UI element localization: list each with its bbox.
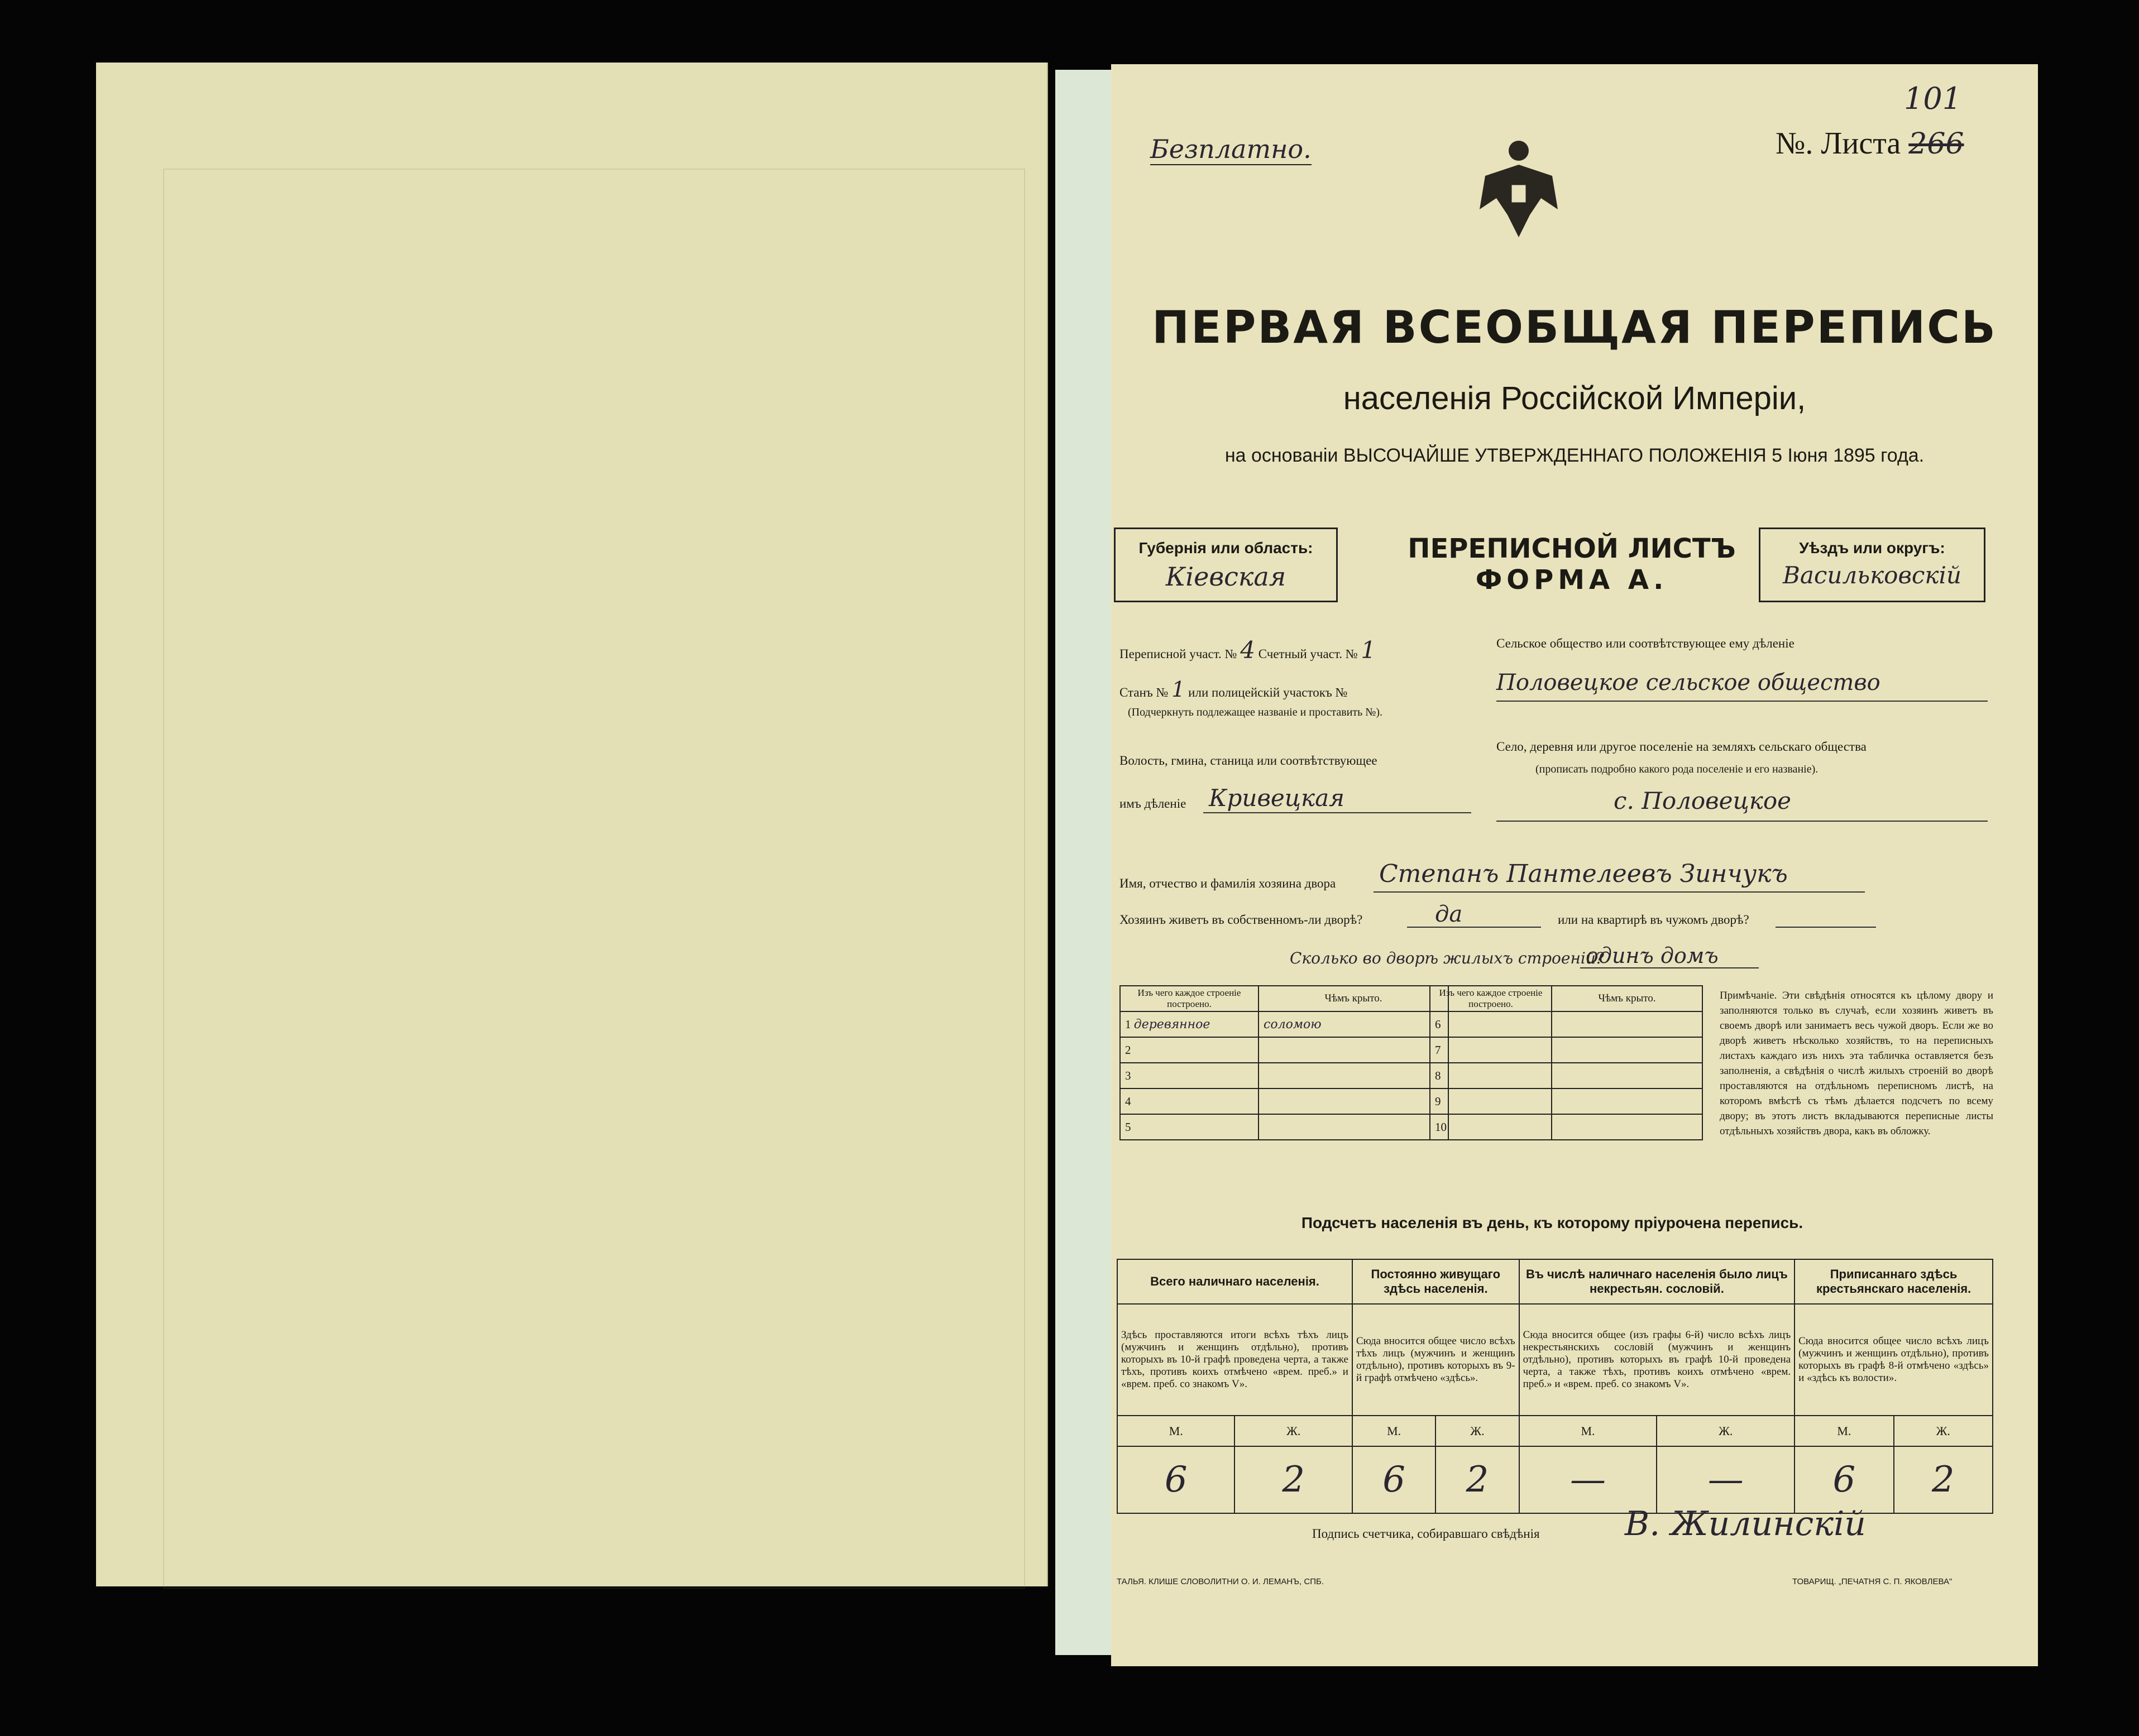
other-yard-label: или на квартирѣ въ чужомъ дворѣ? [1558, 913, 1749, 927]
owner-label: Имя, отчество и фамилія хозяина двора [1119, 876, 1336, 890]
non-peasant-male-count: — [1519, 1446, 1657, 1513]
col-head-non-peasant: Въ числѣ наличнаго населенія было лицъ некрестьян. сословій. [1519, 1259, 1795, 1304]
permanent-female-count: 2 [1435, 1446, 1519, 1513]
structures-col-roof-2: Чѣмъ крыто. [1552, 986, 1702, 1011]
subtitle: населенія Россійской Имперіи, [1343, 380, 1806, 416]
structure-row: 1 деревянное соломою [1120, 1011, 1448, 1037]
structure-row: 2 [1120, 1037, 1448, 1063]
structure-row: 10 [1430, 1114, 1702, 1140]
society-value: Половецкое сельское общество [1496, 670, 1880, 696]
left-page-blank [96, 63, 1048, 1586]
structure-row: 7 [1430, 1037, 1702, 1063]
other-yard-line [1776, 927, 1876, 928]
stan-value: 1 [1171, 677, 1185, 702]
structure-row: 8 [1430, 1063, 1702, 1088]
main-title: ПЕРВАЯ ВСЕОБЩАЯ ПЕРЕПИСЬ [1152, 301, 1997, 353]
buildings-label: Сколько во дворѣ жилыхъ строеній? [1290, 949, 1604, 967]
bleed-through-grid [163, 169, 1025, 1589]
signature-label: Подпись счетчика, собиравшаго свѣдѣнія [1312, 1527, 1540, 1541]
m-label: М. [1117, 1416, 1234, 1446]
permanent-male-count: 6 [1352, 1446, 1435, 1513]
f-label: Ж. [1894, 1416, 1993, 1446]
count-area-label: Счетный участ. № [1258, 647, 1358, 661]
form-subtitle: ФОРМА А. [1475, 564, 1668, 596]
district-label: Уѣздъ или округъ: [1799, 539, 1945, 557]
legal-basis: на основаніи ВЫСОЧАЙШЕ УТВЕРЖДЕННАГО ПОЛОЖЕНІЯ 5 Іюня 1895 года. [1224, 445, 1925, 466]
stan-label: Станъ № [1119, 685, 1169, 699]
district-box [1759, 527, 1985, 602]
col-desc-registered: Сюда вносится общее число всѣхъ лицъ (мужчинъ и женщинъ отдѣльно), противъ которыхъ въ графѣ 8-й отмѣчено «здѣсь» и «здѣсь къ волости». [1795, 1304, 1993, 1416]
census-area-label: Переписной участ. № [1119, 647, 1237, 661]
buildings-value: одинъ домъ [1586, 943, 1719, 968]
registered-male-count: 6 [1795, 1446, 1893, 1513]
present-female-count: 2 [1234, 1446, 1352, 1513]
society-line [1496, 701, 1988, 702]
m-label: М. [1795, 1416, 1893, 1446]
stan-field [1119, 677, 1347, 702]
form-title: ПЕРЕПИСНОЙ ЛИСТЪ [1408, 533, 1736, 564]
population-count-title: Подсчетъ населенія въ день, къ которому пріурочена перепись. [1301, 1214, 1803, 1231]
structures-col-roof: Чѣмъ крыто. [1258, 986, 1448, 1011]
sheet-number-label: №. Листа [1776, 126, 1901, 161]
census-area-field [1119, 636, 1376, 664]
col-desc-present: Здѣсь проставляются итоги всѣхъ тѣхъ лицъ (мужчинъ и женщинъ отдѣльно), противъ которыхъ въ 10-й графѣ проведена черта, а также тѣхъ, противъ коихъ отмѣчено «врем. преб.» и «врем. преб. со знакомъ V». [1117, 1304, 1352, 1416]
society-label: Сельское общество или соотвѣтствующее ему дѣленіе [1496, 636, 1795, 650]
col-head-present: Всего наличнаго населенія. [1117, 1259, 1352, 1304]
own-yard-label: Хозяинъ живетъ въ собственномъ-ли дворѣ? [1119, 913, 1363, 927]
structures-table-right [1429, 985, 1703, 1140]
district-value: Васильковскій [1783, 562, 1961, 589]
structure-row: 9 [1430, 1088, 1702, 1114]
province-value: Кіевская [1165, 562, 1286, 592]
own-yard-value: да [1435, 901, 1463, 927]
own-yard-line [1407, 927, 1541, 928]
double-headed-eagle-emblem [1474, 131, 1563, 243]
volost-label-1: Волость, гмина, станица или соотвѣтствующее [1119, 754, 1377, 768]
structure-row: 3 [1120, 1063, 1448, 1088]
underline-note: (Подчеркнуть подлежащее названіе и проставить №). [1128, 706, 1382, 718]
village-line [1496, 821, 1988, 822]
f-label: Ж. [1657, 1416, 1795, 1446]
province-box [1114, 527, 1338, 602]
police-label: или полицейскій участокъ № [1188, 685, 1348, 699]
sheet-number-new: 101 [1904, 81, 1962, 116]
f-label: Ж. [1234, 1416, 1352, 1446]
structures-col-material: Изъ чего каждое строеніе построено. [1120, 986, 1258, 1011]
printer-right: ТОВАРИЩ. „ПЕЧАТНЯ С. П. ЯКОВЛЕВА" [1792, 1577, 1953, 1586]
structure-roof: соломою [1258, 1011, 1448, 1037]
volost-value: Кривецкая [1209, 784, 1344, 812]
col-desc-non-peasant: Сюда вносится общее (изъ графы 6-й) число всѣхъ лицъ некрестьянскихъ сословій (мужчинъ и женщинъ отдѣльно), противъ которыхъ въ графѣ 10-й проведена черта, а также тѣхъ, противъ коихъ отмѣчено «врем. преб.» и «врем. преб. со знакомъ V». [1519, 1304, 1795, 1416]
non-peasant-female-count: — [1657, 1446, 1795, 1513]
population-count-table [1117, 1259, 1993, 1514]
m-label: М. [1519, 1416, 1657, 1446]
province-label: Губернія или область: [1138, 539, 1313, 557]
col-head-registered: Приписаннаго здѣсь крестьянскаго населенія. [1795, 1259, 1993, 1304]
census-area-value: 4 [1240, 636, 1255, 664]
village-note: (прописать подробно какого рода поселеніе и его названіе). [1535, 763, 1819, 775]
structures-table-left [1119, 985, 1449, 1140]
owner-line [1374, 891, 1865, 893]
m-label: М. [1352, 1416, 1435, 1446]
col-desc-permanent: Сюда вносится общее число всѣхъ тѣхъ лицъ (мужчинъ и женщинъ отдѣльно), противъ которыхъ въ 9-й графѣ отмѣчено «здѣсь». [1352, 1304, 1519, 1416]
volost-label-2: имъ дѣленіе [1119, 797, 1186, 811]
volost-line [1203, 812, 1471, 813]
village-value: с. Половецкое [1614, 787, 1791, 814]
free-label: Безплатно. [1150, 134, 1312, 164]
f-label: Ж. [1435, 1416, 1519, 1446]
col-head-permanent: Постоянно живущаго здѣсь населенія. [1352, 1259, 1519, 1304]
village-label: Село, деревня или другое поселеніе на земляхъ сельскаго общества [1496, 740, 1867, 754]
owner-value: Степанъ Пантелеевъ Зинчукъ [1379, 860, 1788, 888]
structure-material: деревянное [1133, 1017, 1210, 1032]
structure-row: 6 [1430, 1011, 1702, 1037]
count-area-value: 1 [1361, 636, 1376, 664]
registered-female-count: 2 [1894, 1446, 1993, 1513]
form-title-block [1340, 533, 1803, 596]
enumerator-signature: В. Жилинскій [1625, 1504, 1866, 1543]
note-text: Примѣчаніе. Эти свѣдѣнія относятся къ цѣлому двору и заполняются только въ случаѣ, если хозяинъ живетъ въ своемъ дворѣ или занимаетъ весь чужой дворъ. Если же во дворѣ живетъ нѣсколько хозяйствъ, то на переписныхъ листахъ каждаго изъ нихъ эта табличка оставляется безъ заполненія, а свѣдѣнія о числѣ жилыхъ строеній во дворѣ проставляются на отдѣльномъ переписномъ листѣ, на которомъ вмѣстѣ съ тѣмъ дѣлается подсчетъ по всему двору; въ этотъ листъ вкладываются переписные листы отдѣльныхъ хозяйствъ двора, какъ въ обложку. [1720, 990, 1993, 1137]
buildings-line [1580, 967, 1759, 968]
sheet-number [1776, 81, 1964, 161]
present-male-count: 6 [1117, 1446, 1234, 1513]
printer-left: ТАЛЬЯ. КЛИШЕ СЛОВОЛИТНИ О. И. ЛЕМАНЪ, СПБ. [1117, 1577, 1324, 1586]
structure-row: 4 [1120, 1088, 1448, 1114]
structures-col-material-2: Изъ чего каждое строеніе построено. [1430, 986, 1552, 1011]
sheet-number-struck: 266 [1908, 127, 1964, 161]
census-form-page [1111, 64, 2038, 1666]
structure-row: 5 [1120, 1114, 1448, 1140]
